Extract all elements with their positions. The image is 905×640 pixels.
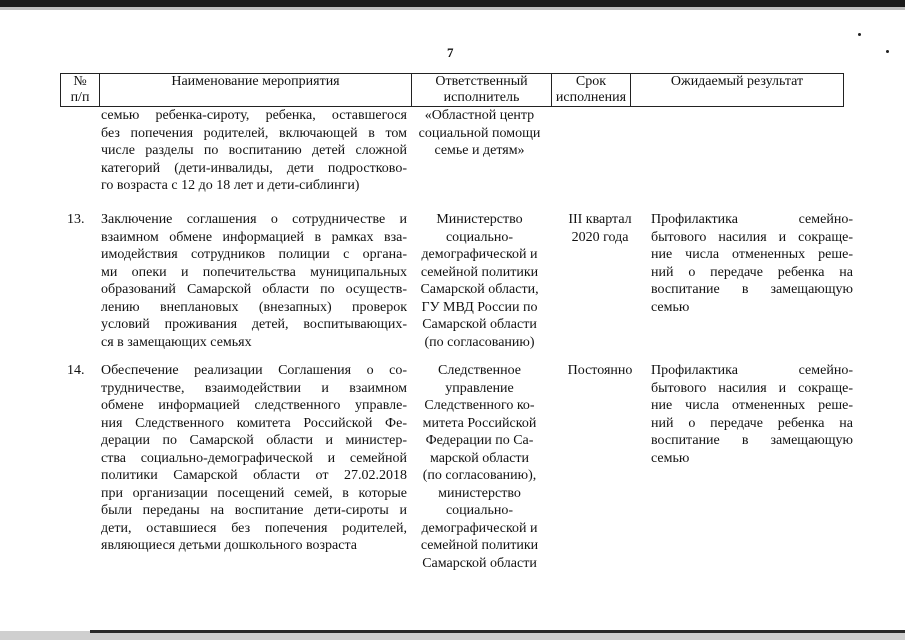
text-line: ние числа отмененных реше- xyxy=(651,398,853,413)
text-line: имодействия сотрудников полиции с органа- xyxy=(101,247,407,262)
text-line: бытового насилия и сокраще- xyxy=(651,380,853,396)
text-line: семейной политики xyxy=(420,538,539,553)
text-line: ся в замещающих семьях xyxy=(101,334,252,350)
text-line: ГУ МВД России по xyxy=(421,299,538,315)
text-line: семью xyxy=(651,299,690,315)
scan-bottom-border xyxy=(90,630,905,633)
header-num-line-2: п/п xyxy=(70,90,90,105)
text-line: управление xyxy=(445,380,514,396)
row-13-name xyxy=(101,211,407,351)
text-line: образований Самарской области по осуществ- xyxy=(101,282,407,297)
row-13-number: 13. xyxy=(67,212,85,227)
text-line: ний о передаче ребенка на xyxy=(651,264,853,280)
text-line: бытового насилия и сокраще- xyxy=(651,229,853,245)
header-resp-line-2: исполнитель xyxy=(443,90,520,105)
text-line: лению внеплановых (внезапных) проверок xyxy=(101,299,407,315)
text-line: при организации посещений семей, в которые xyxy=(101,485,407,501)
row-13-term xyxy=(558,211,642,246)
text-line: министерство xyxy=(438,485,521,501)
text-line: дети, оставшиеся без попечения родителей, xyxy=(101,520,407,536)
text-line: Следственное xyxy=(438,363,521,378)
text-line: социальной помощи xyxy=(418,125,541,141)
text-line: являющиеся детьми дошкольного возраста xyxy=(101,538,357,553)
text-line: категорий (дети-инвалиды, дети подростково- xyxy=(101,160,407,176)
text-line: трудничестве, взаимодействии и взаимном xyxy=(101,380,407,396)
text-line: (по согласованию), xyxy=(422,468,537,483)
row-13-responsible xyxy=(410,211,549,351)
text-line: Федерации по Са- xyxy=(425,433,534,448)
text-line: 2020 года xyxy=(571,229,629,245)
text-line: воспитание в замещающую xyxy=(651,433,853,448)
text-line: воспитание в замещающую xyxy=(651,282,853,297)
text-line: семейной политики xyxy=(420,264,539,280)
text-line: митета Российской xyxy=(422,415,537,431)
text-line: условий проживания детей, воспитывающих- xyxy=(101,317,407,332)
text-line: демографической и xyxy=(421,520,538,536)
text-line: взаимном обмене информацией в рамках вза- xyxy=(101,229,407,245)
header-responsible xyxy=(412,74,552,107)
table-header xyxy=(60,73,844,107)
header-term-line-2: исполнения xyxy=(555,90,627,105)
text-line: семью ребенка-сироту, ребенка, оставшегося xyxy=(101,108,407,123)
text-line: Министерство xyxy=(436,212,523,227)
text-line: Заключение соглашения о сотрудничестве и xyxy=(101,212,407,227)
text-line: Профилактика семейно- xyxy=(651,212,853,227)
text-line: социально- xyxy=(445,229,514,245)
text-line: го возраста с 12 до 18 лет и дети-сиблинги) xyxy=(101,178,360,193)
row-14-result xyxy=(651,362,853,467)
text-line: марской области xyxy=(429,450,530,466)
header-result xyxy=(631,74,844,107)
text-line: ний о передаче ребенка на xyxy=(651,415,853,431)
text-line: семью xyxy=(651,450,690,466)
text-line: Самарской области, xyxy=(420,282,539,297)
header-name xyxy=(100,74,412,107)
row-13-result xyxy=(651,211,853,316)
text-line: Постоянно xyxy=(567,363,633,378)
text-line: Следственного ко- xyxy=(424,398,535,413)
scan-top-border xyxy=(0,0,905,7)
scan-speck xyxy=(886,50,889,53)
text-line: были переданы на воспитание дети-сироты и xyxy=(101,503,407,518)
header-term xyxy=(552,74,631,107)
text-line: ства социально-демографической и семейной xyxy=(101,450,407,466)
header-result-label: Ожидаемый результат xyxy=(670,74,804,89)
text-line: дерации по Самарской области и министер- xyxy=(101,433,407,448)
text-line: Профилактика семейно- xyxy=(651,363,853,378)
text-line: Самарской области xyxy=(422,555,537,571)
text-line: Самарской области xyxy=(422,317,537,332)
header-name-label: Наименование мероприятия xyxy=(171,74,340,89)
text-line: ние числа отмененных реше- xyxy=(651,247,853,262)
text-line: без попечения родителей, включающей в том xyxy=(101,125,407,141)
header-resp-line-1: Ответственный xyxy=(435,74,528,89)
text-line: ми опеки и попечительства муниципальных xyxy=(101,264,407,280)
row-14-name xyxy=(101,362,407,555)
text-line: обмене информацией следственного управле- xyxy=(101,398,407,413)
continuation-name xyxy=(101,107,407,195)
header-term-line-1: Срок xyxy=(575,74,607,89)
text-line: (по согласованию) xyxy=(424,334,535,350)
page-number: 7 xyxy=(447,45,454,60)
text-line: Обеспечение реализации Соглашения о со- xyxy=(101,363,407,378)
text-line: социально- xyxy=(445,503,514,518)
text-line: «Областной центр xyxy=(424,108,535,123)
scan-speck xyxy=(858,33,861,36)
continuation-responsible xyxy=(410,107,549,160)
text-line: ния Следственного комитета Российской Фе- xyxy=(101,415,407,431)
header-num-line-1: № xyxy=(73,74,87,89)
text-line: числе разделы по воспитанию детей сложной xyxy=(101,143,407,158)
row-14-responsible xyxy=(410,362,549,572)
header-num xyxy=(61,74,100,107)
row-14-number: 14. xyxy=(67,363,85,378)
scan-top-shadow xyxy=(0,7,905,10)
text-line: демографической и xyxy=(421,247,538,262)
text-line: политики Самарской области от 27.02.2018 xyxy=(101,468,407,483)
text-line: семье и детям» xyxy=(434,143,525,158)
row-14-term xyxy=(558,362,642,380)
text-line: III квартал xyxy=(568,212,632,227)
